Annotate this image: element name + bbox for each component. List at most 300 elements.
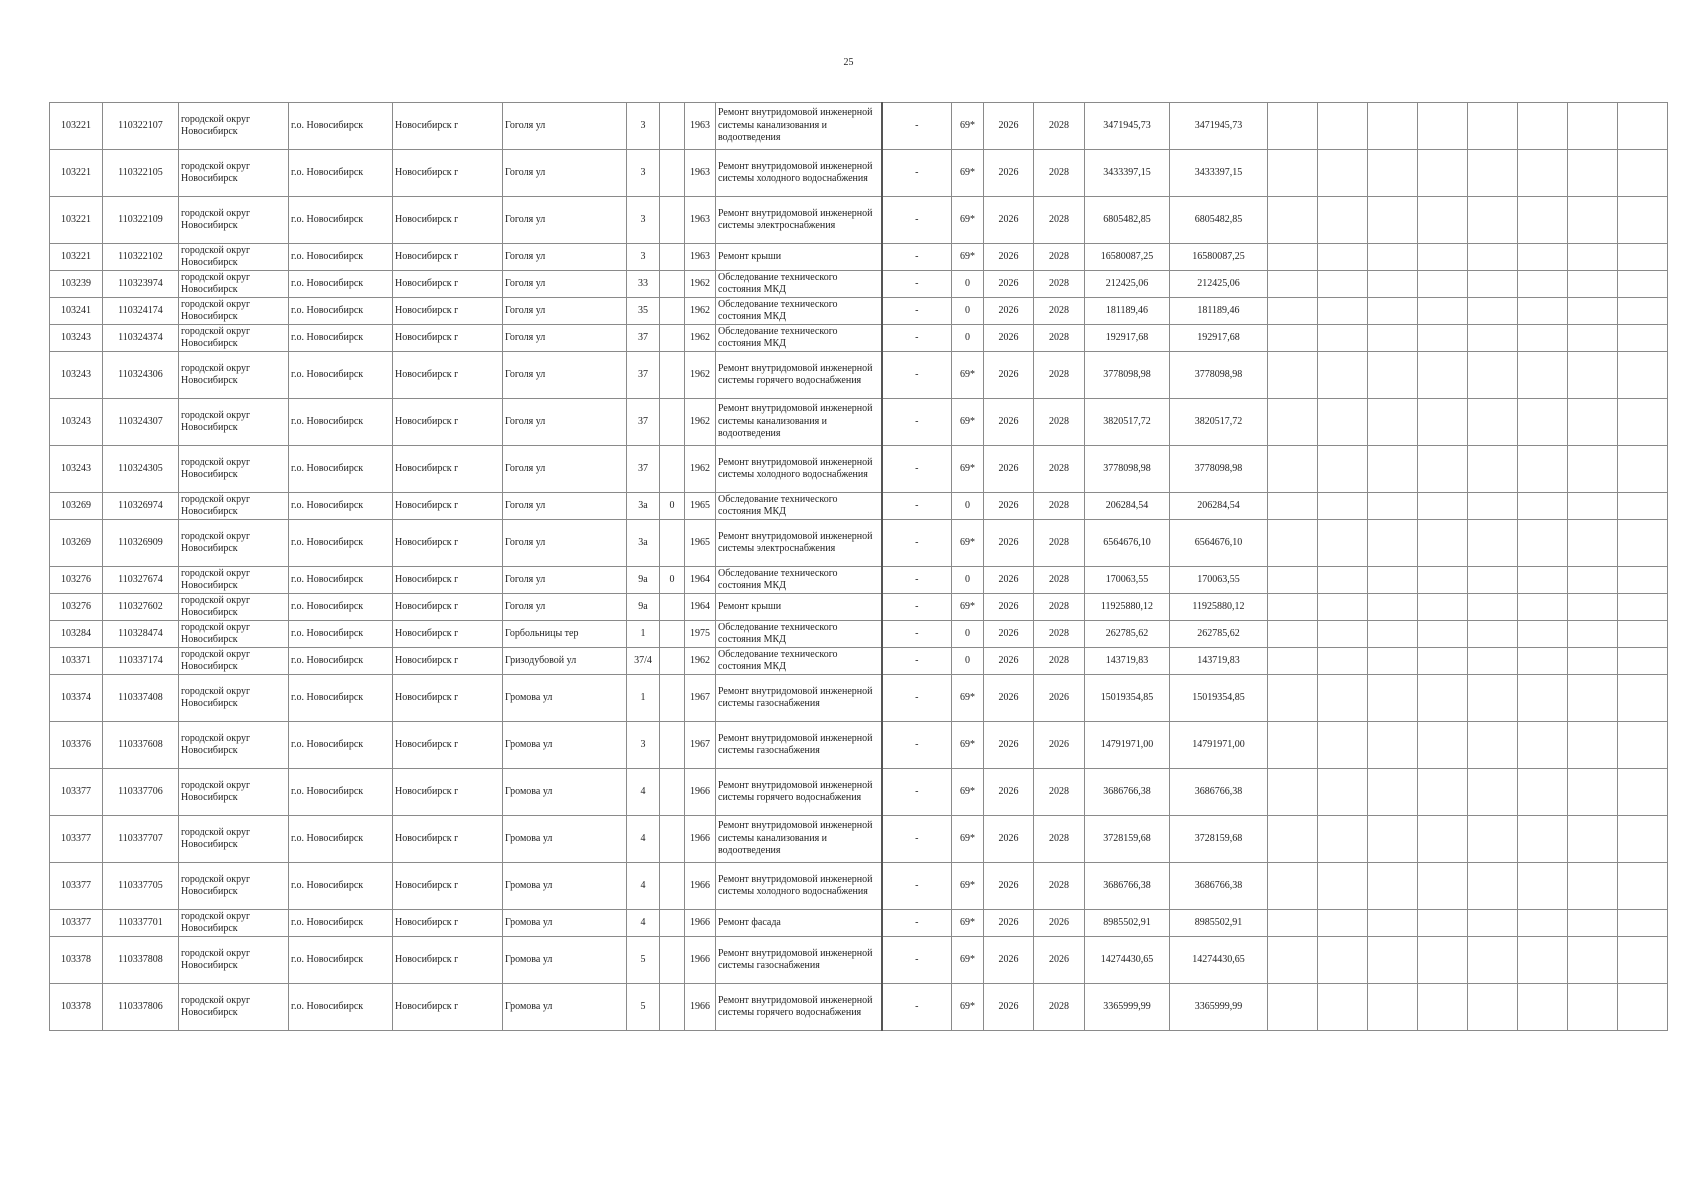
cell-total-cost: 3728159,68 [1085, 816, 1170, 863]
cell-empty [1268, 150, 1318, 197]
table-row [50, 769, 1668, 816]
table-row [50, 298, 1668, 325]
cell-work-id: 110337706 [103, 769, 179, 816]
cell-building [660, 648, 685, 675]
cell-empty [1268, 937, 1318, 984]
cell-house-number: 5 [627, 937, 660, 984]
cell-house-number: 3 [627, 103, 660, 150]
cell-empty [1618, 722, 1668, 769]
cell-street: Гоголя ул [503, 493, 627, 520]
cell-empty [1518, 937, 1568, 984]
cell-municipality: городской округ Новосибирск [179, 325, 289, 352]
cell-total-cost: 6564676,10 [1085, 520, 1170, 567]
page-number: 25 [843, 57, 854, 68]
cell-work-id: 110337174 [103, 648, 179, 675]
cell-district: г.о. Новосибирск [289, 816, 393, 863]
cell-municipality: городской округ Новосибирск [179, 984, 289, 1031]
cell-empty [1468, 325, 1518, 352]
cell-year-built: 1964 [685, 567, 716, 594]
cell-house-number: 3 [627, 150, 660, 197]
cell-house-number: 33 [627, 271, 660, 298]
cell-empty [1268, 352, 1318, 399]
cell-empty [1418, 520, 1468, 567]
cell-end-year: 2028 [1034, 493, 1085, 520]
cell-empty [1268, 567, 1318, 594]
table-row [50, 352, 1668, 399]
cell-start-year: 2026 [984, 493, 1034, 520]
cell-empty [1268, 325, 1318, 352]
cell-house-id: 103284 [50, 621, 103, 648]
cell-locality: Новосибирск г [393, 103, 503, 150]
cell-percent: 0 [952, 493, 984, 520]
cell-empty [1418, 769, 1468, 816]
cell-empty [1318, 271, 1368, 298]
cell-empty [1418, 910, 1468, 937]
cell-start-year: 2026 [984, 816, 1034, 863]
table-row [50, 150, 1668, 197]
table-row [50, 244, 1668, 271]
cell-building [660, 984, 685, 1031]
cell-empty [1318, 648, 1368, 675]
cell-percent: 0 [952, 648, 984, 675]
cell-work-id: 110337806 [103, 984, 179, 1031]
cell-percent: 69* [952, 769, 984, 816]
cell-house-id: 103243 [50, 399, 103, 446]
table-row [50, 325, 1668, 352]
cell-district: г.о. Новосибирск [289, 325, 393, 352]
cell-empty [1318, 399, 1368, 446]
cell-empty [1468, 399, 1518, 446]
cell-locality: Новосибирск г [393, 446, 503, 493]
cell-fund-cost: 3365999,99 [1170, 984, 1268, 1031]
cell-dash: - [882, 621, 952, 648]
cell-empty [1318, 103, 1368, 150]
cell-empty [1418, 648, 1468, 675]
cell-street: Гоголя ул [503, 244, 627, 271]
cell-empty [1618, 816, 1668, 863]
cell-percent: 69* [952, 399, 984, 446]
cell-dash: - [882, 675, 952, 722]
cell-municipality: городской округ Новосибирск [179, 621, 289, 648]
cell-house-id: 103239 [50, 271, 103, 298]
cell-dash: - [882, 352, 952, 399]
cell-empty [1268, 910, 1318, 937]
cell-empty [1618, 298, 1668, 325]
cell-district: г.о. Новосибирск [289, 675, 393, 722]
cell-empty [1268, 446, 1318, 493]
cell-empty [1368, 816, 1418, 863]
cell-empty [1368, 594, 1418, 621]
cell-empty [1468, 567, 1518, 594]
cell-empty [1568, 244, 1618, 271]
cell-dash: - [882, 446, 952, 493]
cell-empty [1318, 937, 1368, 984]
cell-street: Громова ул [503, 722, 627, 769]
cell-work-id: 110337808 [103, 937, 179, 984]
cell-empty [1368, 520, 1418, 567]
cell-empty [1318, 150, 1368, 197]
cell-empty [1318, 816, 1368, 863]
cell-building [660, 769, 685, 816]
cell-work-type: Ремонт внутридомовой инженерной системы холодного водоснабжения [716, 863, 882, 910]
cell-empty [1568, 352, 1618, 399]
cell-empty [1418, 675, 1468, 722]
cell-percent: 69* [952, 520, 984, 567]
cell-empty [1418, 352, 1468, 399]
cell-work-type: Обследование технического состояния МКД [716, 648, 882, 675]
cell-percent: 0 [952, 298, 984, 325]
cell-empty [1618, 769, 1668, 816]
cell-building: 0 [660, 493, 685, 520]
cell-empty [1568, 325, 1618, 352]
cell-house-number: 3а [627, 493, 660, 520]
cell-empty [1468, 984, 1518, 1031]
cell-total-cost: 14791971,00 [1085, 722, 1170, 769]
cell-year-built: 1962 [685, 352, 716, 399]
cell-end-year: 2028 [1034, 244, 1085, 271]
cell-start-year: 2026 [984, 648, 1034, 675]
cell-district: г.о. Новосибирск [289, 150, 393, 197]
cell-municipality: городской округ Новосибирск [179, 446, 289, 493]
cell-empty [1568, 446, 1618, 493]
cell-dash: - [882, 103, 952, 150]
cell-empty [1568, 984, 1618, 1031]
cell-district: г.о. Новосибирск [289, 594, 393, 621]
cell-end-year: 2028 [1034, 984, 1085, 1031]
cell-dash: - [882, 520, 952, 567]
cell-fund-cost: 14791971,00 [1170, 722, 1268, 769]
cell-dash: - [882, 648, 952, 675]
cell-empty [1618, 325, 1668, 352]
cell-empty [1468, 298, 1518, 325]
cell-empty [1368, 103, 1418, 150]
cell-empty [1368, 493, 1418, 520]
cell-fund-cost: 15019354,85 [1170, 675, 1268, 722]
cell-fund-cost: 170063,55 [1170, 567, 1268, 594]
table-row [50, 863, 1668, 910]
cell-empty [1368, 446, 1418, 493]
cell-empty [1618, 621, 1668, 648]
cell-year-built: 1963 [685, 103, 716, 150]
cell-locality: Новосибирск г [393, 816, 503, 863]
table-row [50, 675, 1668, 722]
cell-percent: 0 [952, 567, 984, 594]
cell-empty [1268, 103, 1318, 150]
cell-empty [1368, 325, 1418, 352]
cell-municipality: городской округ Новосибирск [179, 352, 289, 399]
cell-fund-cost: 3471945,73 [1170, 103, 1268, 150]
cell-empty [1268, 621, 1318, 648]
cell-empty [1518, 621, 1568, 648]
cell-building [660, 150, 685, 197]
cell-end-year: 2028 [1034, 446, 1085, 493]
cell-start-year: 2026 [984, 325, 1034, 352]
cell-fund-cost: 181189,46 [1170, 298, 1268, 325]
cell-empty [1568, 722, 1618, 769]
cell-empty [1368, 352, 1418, 399]
table-row [50, 567, 1668, 594]
cell-house-number: 4 [627, 816, 660, 863]
cell-house-number: 37 [627, 325, 660, 352]
cell-street: Гоголя ул [503, 352, 627, 399]
cell-empty [1468, 520, 1518, 567]
cell-house-id: 103269 [50, 520, 103, 567]
cell-empty [1518, 446, 1568, 493]
cell-start-year: 2026 [984, 722, 1034, 769]
cell-street: Гоголя ул [503, 567, 627, 594]
cell-start-year: 2026 [984, 298, 1034, 325]
cell-empty [1418, 298, 1468, 325]
cell-empty [1318, 910, 1368, 937]
cell-empty [1318, 722, 1368, 769]
cell-work-id: 110323974 [103, 271, 179, 298]
cell-house-id: 103241 [50, 298, 103, 325]
cell-year-built: 1962 [685, 648, 716, 675]
cell-locality: Новосибирск г [393, 722, 503, 769]
cell-empty [1518, 816, 1568, 863]
cell-locality: Новосибирск г [393, 399, 503, 446]
cell-dash: - [882, 722, 952, 769]
cell-municipality: городской округ Новосибирск [179, 567, 289, 594]
cell-house-number: 37 [627, 352, 660, 399]
table-row [50, 984, 1668, 1031]
cell-municipality: городской округ Новосибирск [179, 493, 289, 520]
cell-empty [1318, 325, 1368, 352]
cell-building [660, 594, 685, 621]
cell-start-year: 2026 [984, 103, 1034, 150]
cell-dash: - [882, 816, 952, 863]
cell-locality: Новосибирск г [393, 150, 503, 197]
cell-total-cost: 3471945,73 [1085, 103, 1170, 150]
cell-fund-cost: 14274430,65 [1170, 937, 1268, 984]
cell-empty [1568, 594, 1618, 621]
cell-house-id: 103243 [50, 446, 103, 493]
cell-empty [1468, 244, 1518, 271]
cell-empty [1318, 567, 1368, 594]
cell-empty [1318, 594, 1368, 621]
cell-empty [1368, 648, 1418, 675]
cell-end-year: 2026 [1034, 910, 1085, 937]
table-row [50, 197, 1668, 244]
cell-building [660, 244, 685, 271]
table-row [50, 722, 1668, 769]
cell-empty [1618, 399, 1668, 446]
cell-empty [1468, 352, 1518, 399]
cell-street: Громова ул [503, 984, 627, 1031]
cell-total-cost: 14274430,65 [1085, 937, 1170, 984]
cell-district: г.о. Новосибирск [289, 863, 393, 910]
table-row [50, 520, 1668, 567]
cell-empty [1268, 769, 1318, 816]
cell-work-type: Ремонт внутридомовой инженерной системы канализования и водоотведения [716, 816, 882, 863]
cell-empty [1618, 150, 1668, 197]
cell-empty [1518, 675, 1568, 722]
cell-percent: 69* [952, 594, 984, 621]
cell-work-type: Ремонт фасада [716, 910, 882, 937]
cell-building [660, 520, 685, 567]
cell-end-year: 2028 [1034, 352, 1085, 399]
cell-house-id: 103221 [50, 150, 103, 197]
cell-house-id: 103377 [50, 769, 103, 816]
cell-dash: - [882, 594, 952, 621]
cell-empty [1368, 863, 1418, 910]
cell-dash: - [882, 769, 952, 816]
cell-building [660, 621, 685, 648]
cell-end-year: 2028 [1034, 594, 1085, 621]
cell-empty [1618, 594, 1668, 621]
cell-empty [1468, 816, 1518, 863]
cell-empty [1518, 984, 1568, 1031]
cell-empty [1568, 567, 1618, 594]
cell-work-id: 110337707 [103, 816, 179, 863]
cell-municipality: городской округ Новосибирск [179, 769, 289, 816]
cell-building [660, 271, 685, 298]
cell-building [660, 399, 685, 446]
cell-end-year: 2028 [1034, 567, 1085, 594]
cell-locality: Новосибирск г [393, 298, 503, 325]
cell-work-type: Ремонт внутридомовой инженерной системы электроснабжения [716, 197, 882, 244]
cell-empty [1418, 937, 1468, 984]
cell-house-id: 103377 [50, 910, 103, 937]
cell-end-year: 2026 [1034, 937, 1085, 984]
cell-empty [1318, 621, 1368, 648]
table-row [50, 271, 1668, 298]
cell-end-year: 2028 [1034, 816, 1085, 863]
cell-end-year: 2028 [1034, 150, 1085, 197]
cell-empty [1318, 863, 1368, 910]
cell-street: Громова ул [503, 937, 627, 984]
cell-total-cost: 3686766,38 [1085, 769, 1170, 816]
cell-empty [1318, 493, 1368, 520]
cell-empty [1418, 984, 1468, 1031]
cell-work-type: Ремонт внутридомовой инженерной системы холодного водоснабжения [716, 446, 882, 493]
cell-empty [1568, 621, 1618, 648]
cell-fund-cost: 192917,68 [1170, 325, 1268, 352]
cell-locality: Новосибирск г [393, 493, 503, 520]
cell-empty [1518, 352, 1568, 399]
cell-dash: - [882, 910, 952, 937]
cell-municipality: городской округ Новосибирск [179, 103, 289, 150]
cell-house-number: 37/4 [627, 648, 660, 675]
cell-locality: Новосибирск г [393, 594, 503, 621]
cell-empty [1618, 446, 1668, 493]
cell-dash: - [882, 150, 952, 197]
cell-end-year: 2028 [1034, 648, 1085, 675]
cell-work-type: Ремонт крыши [716, 594, 882, 621]
cell-street: Гоголя ул [503, 271, 627, 298]
cell-start-year: 2026 [984, 937, 1034, 984]
cell-empty [1268, 520, 1318, 567]
cell-locality: Новосибирск г [393, 984, 503, 1031]
cell-total-cost: 3778098,98 [1085, 446, 1170, 493]
cell-empty [1368, 769, 1418, 816]
table-row [50, 648, 1668, 675]
cell-empty [1518, 520, 1568, 567]
cell-empty [1418, 567, 1468, 594]
cell-house-id: 103378 [50, 984, 103, 1031]
cell-end-year: 2028 [1034, 399, 1085, 446]
cell-empty [1468, 910, 1518, 937]
cell-empty [1418, 103, 1468, 150]
cell-fund-cost: 212425,06 [1170, 271, 1268, 298]
cell-work-type: Ремонт внутридомовой инженерной системы газоснабжения [716, 937, 882, 984]
cell-empty [1468, 271, 1518, 298]
cell-empty [1418, 594, 1468, 621]
cell-empty [1518, 197, 1568, 244]
cell-percent: 69* [952, 150, 984, 197]
table-row [50, 103, 1668, 150]
cell-house-number: 37 [627, 399, 660, 446]
cell-street: Гоголя ул [503, 594, 627, 621]
cell-street: Громова ул [503, 910, 627, 937]
cell-work-type: Ремонт внутридомовой инженерной системы газоснабжения [716, 722, 882, 769]
cell-house-id: 103243 [50, 325, 103, 352]
cell-percent: 69* [952, 722, 984, 769]
cell-empty [1618, 493, 1668, 520]
cell-empty [1518, 910, 1568, 937]
cell-house-number: 3 [627, 722, 660, 769]
cell-year-built: 1966 [685, 816, 716, 863]
cell-district: г.о. Новосибирск [289, 648, 393, 675]
cell-house-id: 103378 [50, 937, 103, 984]
cell-street: Громова ул [503, 863, 627, 910]
cell-house-id: 103276 [50, 594, 103, 621]
cell-street: Гоголя ул [503, 150, 627, 197]
cell-work-id: 110324174 [103, 298, 179, 325]
cell-empty [1618, 675, 1668, 722]
cell-start-year: 2026 [984, 399, 1034, 446]
cell-building [660, 675, 685, 722]
cell-street: Гоголя ул [503, 446, 627, 493]
cell-percent: 69* [952, 103, 984, 150]
cell-empty [1368, 150, 1418, 197]
cell-fund-cost: 6564676,10 [1170, 520, 1268, 567]
cell-building [660, 197, 685, 244]
cell-house-number: 35 [627, 298, 660, 325]
cell-empty [1468, 103, 1518, 150]
cell-district: г.о. Новосибирск [289, 244, 393, 271]
cell-empty [1468, 863, 1518, 910]
cell-dash: - [882, 325, 952, 352]
cell-start-year: 2026 [984, 271, 1034, 298]
cell-house-number: 3 [627, 197, 660, 244]
cell-empty [1268, 594, 1318, 621]
cell-house-id: 103243 [50, 352, 103, 399]
cell-house-number: 5 [627, 984, 660, 1031]
cell-empty [1468, 197, 1518, 244]
cell-house-id: 103376 [50, 722, 103, 769]
cell-empty [1468, 446, 1518, 493]
cell-work-type: Обследование технического состояния МКД [716, 567, 882, 594]
cell-percent: 69* [952, 675, 984, 722]
cell-empty [1418, 863, 1468, 910]
cell-locality: Новосибирск г [393, 621, 503, 648]
cell-dash: - [882, 984, 952, 1031]
table-row [50, 594, 1668, 621]
cell-total-cost: 262785,62 [1085, 621, 1170, 648]
cell-house-id: 103374 [50, 675, 103, 722]
cell-start-year: 2026 [984, 567, 1034, 594]
cell-work-type: Обследование технического состояния МКД [716, 493, 882, 520]
cell-end-year: 2028 [1034, 197, 1085, 244]
cell-empty [1318, 675, 1368, 722]
cell-empty [1618, 520, 1668, 567]
cell-municipality: городской округ Новосибирск [179, 675, 289, 722]
cell-total-cost: 3433397,15 [1085, 150, 1170, 197]
cell-total-cost: 3365999,99 [1085, 984, 1170, 1031]
cell-work-type: Ремонт внутридомовой инженерной системы газоснабжения [716, 675, 882, 722]
cell-work-id: 110322109 [103, 197, 179, 244]
